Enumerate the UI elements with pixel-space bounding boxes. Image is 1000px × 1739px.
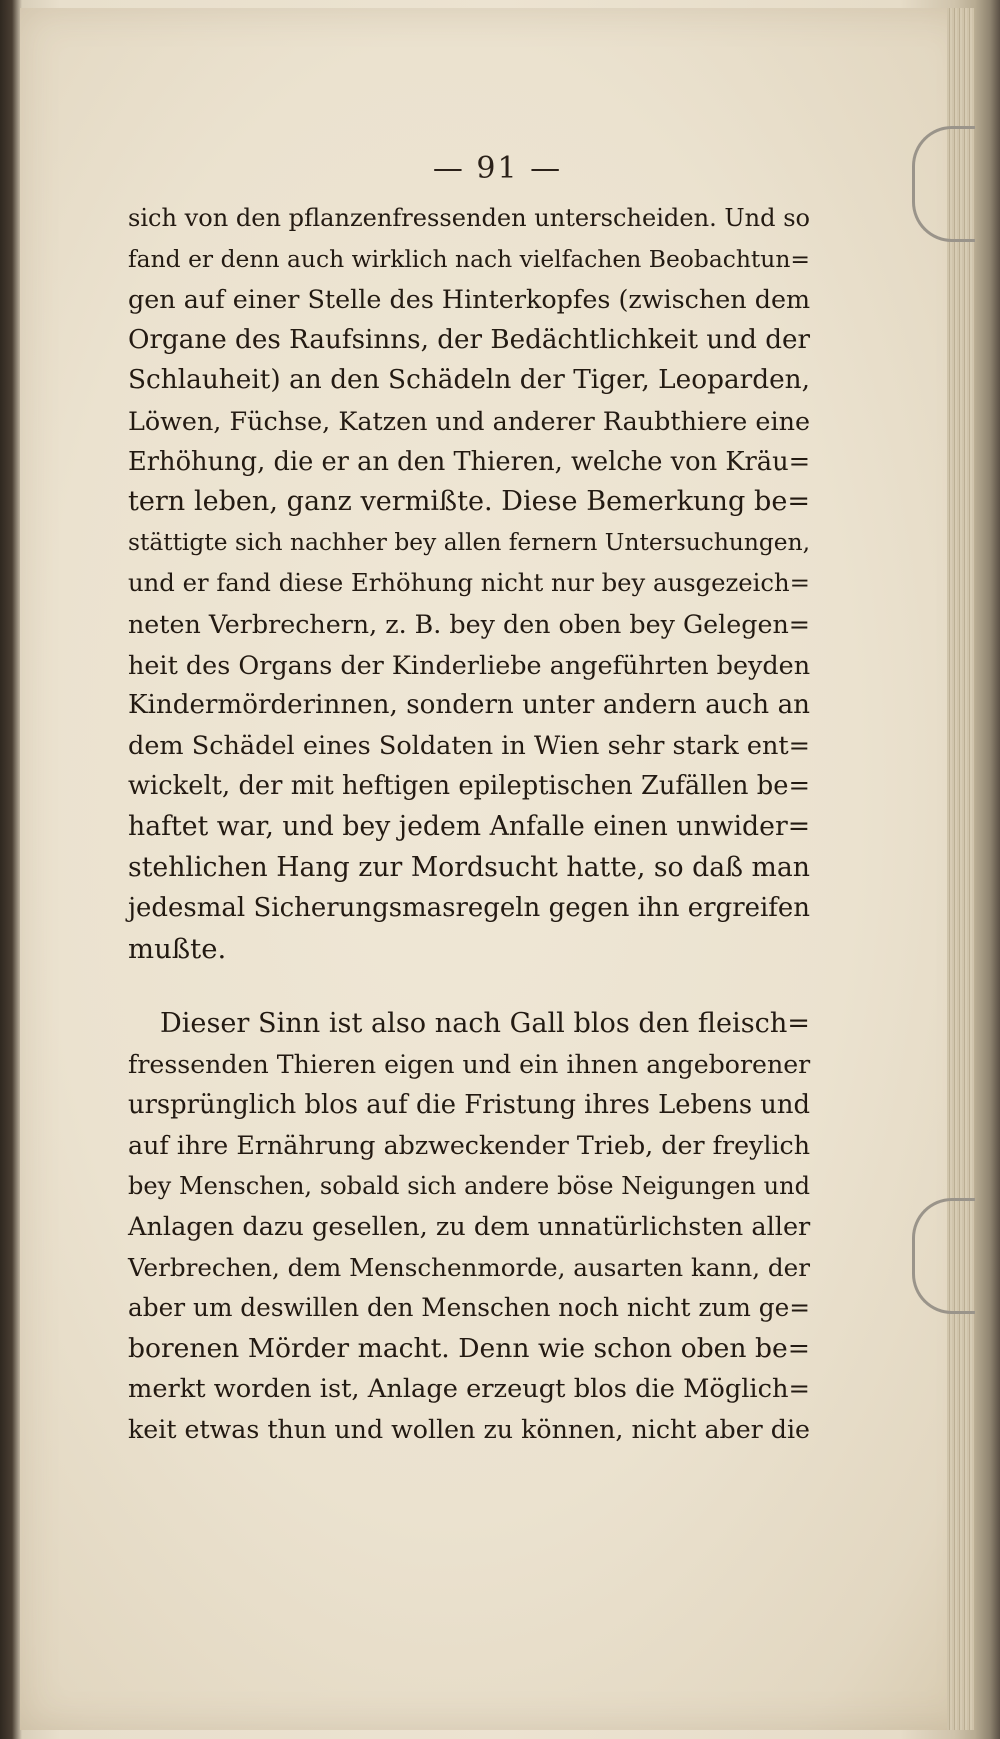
text-line: keit etwas thun und wollen zu können, nicht aber die — [128, 1414, 810, 1444]
text-line: neten Verbrechern, z. B. bey den oben bey Gelegen= — [128, 608, 810, 639]
text-line: merkt worden ist, Anlage erzeugt blos die Möglich= — [128, 1374, 810, 1405]
text-line: Kindermörderinnen, sondern unter andern auch an — [128, 690, 810, 721]
binding-clip-bottom — [912, 1198, 975, 1314]
paragraph-1 — [128, 198, 810, 969]
text-line: fand er denn auch wirklich nach vielfachen Beobachtun= — [128, 244, 810, 273]
text-line: Erhöhung, die er an den Thieren, welche von Kräu= — [128, 446, 811, 477]
text-line: fressenden Thieren eigen und ein ihnen angeborener — [128, 1049, 811, 1079]
text-line: und er fand diese Erhöhung nicht nur bey ausgezeich= — [128, 568, 810, 598]
text-line: Organe des Raufsinns, der Bedächtlichkeit und der — [128, 324, 810, 355]
text-line: dem Schädel eines Soldaten in Wien sehr stark ent= — [128, 730, 810, 761]
text-line: aber um deswillen den Menschen noch nicht zum ge= — [128, 1293, 810, 1323]
text-line: Verbrechen, dem Menschenmorde, ausarten kann, der — [128, 1252, 810, 1282]
text-line: mußte. — [128, 932, 227, 965]
page-number: — 91 — — [432, 151, 563, 186]
text-line: bey Menschen, sobald sich andere böse Neigungen und — [128, 1172, 810, 1201]
text-line: jedesmal Sicherungsmasregeln gegen ihn ergreifen — [128, 893, 810, 924]
text-line: wickelt, der mit heftigen epileptischen Zufällen be= — [128, 771, 810, 802]
text-line: stättigte sich nachher bey allen fernern Untersuchungen, — [128, 528, 810, 556]
text-line: gen auf einer Stelle des Hinterkopfes (zwischen dem — [128, 284, 811, 315]
text-line: sich von den pflanzenfressenden unterscheiden. Und so — [128, 204, 811, 232]
text-line: Dieser Sinn ist also nach Gall blos den fleisch= — [160, 1008, 810, 1039]
text-line: Löwen, Füchse, Katzen und anderer Raubthiere eine — [128, 405, 810, 436]
page-stack-edge — [947, 8, 975, 1730]
book-page — [20, 8, 975, 1730]
text-line: auf ihre Ernährung abzweckender Trieb, der freylich — [128, 1130, 810, 1160]
text-line: haftet war, und bey jedem Anfalle einen unwider= — [128, 810, 811, 842]
text-line: borenen Mörder macht. Denn wie schon oben be= — [128, 1332, 810, 1364]
text-line: tern leben, ganz vermißte. Diese Bemerkung be= — [128, 486, 810, 518]
text-line: Anlagen dazu gesellen, zu dem unnatürlichsten aller — [128, 1211, 811, 1242]
text-line: stehlichen Hang zur Mordsucht hatte, so daß man — [128, 851, 810, 883]
text-line: heit des Organs der Kinderliebe angeführten beyden — [128, 649, 811, 680]
paragraph-2 — [128, 1004, 810, 1451]
text-line: ursprünglich blos auf die Fristung ihres Lebens und — [128, 1090, 810, 1121]
text-line: Schlauheit) an den Schädeln der Tiger, Leoparden, — [128, 365, 810, 396]
